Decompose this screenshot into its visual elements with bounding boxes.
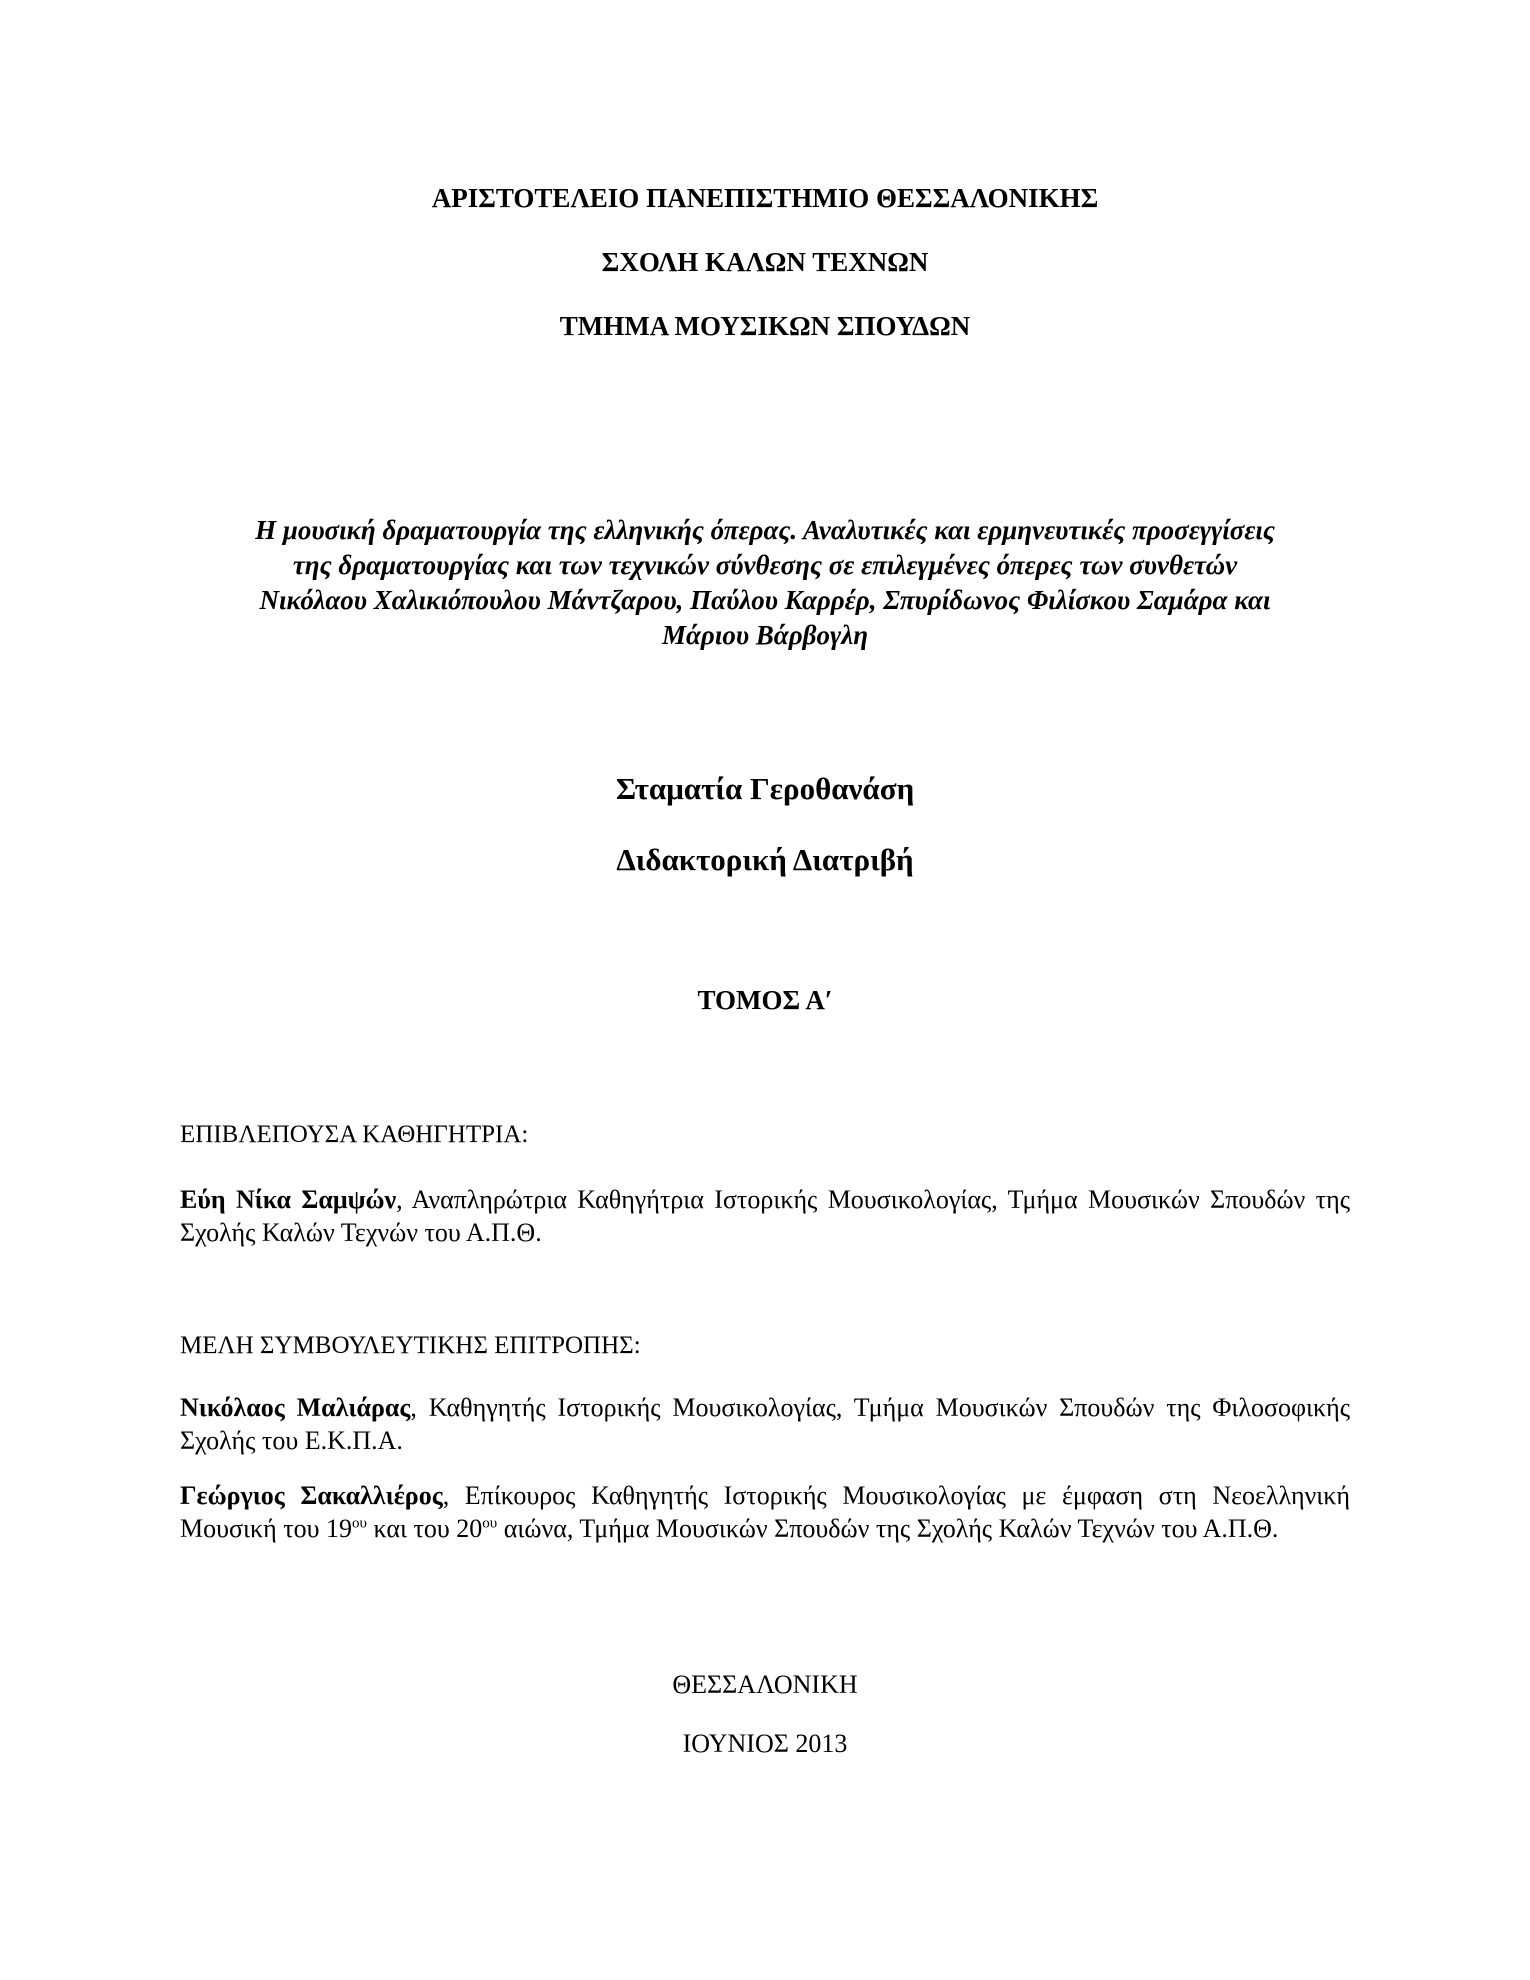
department-name: ΤΜΗΜΑ ΜΟΥΣΙΚΩΝ ΣΠΟΥΔΩΝ: [559, 311, 971, 341]
ordinal-suffix: ου: [482, 1515, 498, 1532]
committee-member-entry: [180, 1391, 1350, 1457]
school-name: ΣΧΟΛΗ ΚΑΛΩΝ ΤΕΧΝΩΝ: [601, 247, 929, 277]
volume-label: ΤΟΜΟΣ Α′: [697, 985, 833, 1015]
supervisor-entry: [180, 1183, 1350, 1249]
supervisor-label: ΕΠΙΒΛΕΠΟΥΣΑ ΚΑΘΗΓΗΤΡΙΑ:: [180, 1121, 529, 1148]
committee-member-description: , Επίκουρος Καθηγητής Ιστορικής Μουσικολογίας με έμφαση στη Νεοελληνική Μουσική του 19: [180, 1481, 1350, 1543]
city-name: ΘΕΣΣΑΛΟΝΙΚΗ: [672, 1670, 858, 1699]
committee-member-description: και του 20: [366, 1514, 483, 1543]
thesis-type: Διδακτορική Διατριβή: [616, 842, 914, 877]
supervisor-name: Εύη Νίκα Σαμψών: [180, 1185, 397, 1214]
thesis-title-line: Η μουσική δραματουργία της ελληνικής όπερας. Αναλυτικές και ερμηνευτικές προσεγγίσεις: [255, 515, 1275, 545]
author-name: Σταματία Γεροθανάση: [615, 771, 915, 806]
committee-member-name: Νικόλαος Μαλιάρας: [180, 1393, 411, 1422]
thesis-title-line: Μάριου Βάρβογλη: [661, 620, 869, 650]
thesis-title: [180, 513, 1350, 653]
thesis-title-line: Νικόλαου Χαλικιόπουλου Μάντζαρου, Παύλου Καρρέρ, Σπυρίδωνος Φιλίσκου Σαμάρα και: [259, 585, 1271, 615]
committee-member-name: Γεώργιος Σακαλλιέρος: [180, 1481, 443, 1510]
committee-member-entry: [180, 1479, 1350, 1545]
supervisor-description: , Αναπληρώτρια Καθηγήτρια Ιστορικής Μουσικολογίας, Τμήμα Μουσικών Σπουδών της Σχολής Καλών Τεχνών του Α.Π.Θ.: [180, 1185, 1350, 1247]
university-name: ΑΡΙΣΤΟΤΕΛΕΙΟ ΠΑΝΕΠΙΣΤΗΜΙΟ ΘΕΣΣΑΛΟΝΙΚΗΣ: [431, 183, 1099, 213]
committee-member-description: , Καθηγητής Ιστορικής Μουσικολογίας, Τμήμα Μουσικών Σπουδών της Φιλοσοφικής Σχολής του Ε.Κ.Π.Α.: [180, 1393, 1350, 1455]
ordinal-suffix: ου: [352, 1515, 367, 1532]
thesis-title-line: της δραματουργίας και των τεχνικών σύνθεσης σε επιλεγμένες όπερες των συνθετών: [292, 550, 1238, 580]
committee-member-description: αιώνα, Τμήμα Μουσικών Σπουδών της Σχολής Καλών Τεχνών του Α.Π.Θ.: [497, 1514, 1279, 1543]
committee-label: ΜΕΛΗ ΣΥΜΒΟΥΛΕΥΤΙΚΗΣ ΕΠΙΤΡΟΠΗΣ:: [180, 1332, 641, 1359]
publication-date: ΙΟΥΝΙΟΣ 2013: [682, 1729, 848, 1758]
